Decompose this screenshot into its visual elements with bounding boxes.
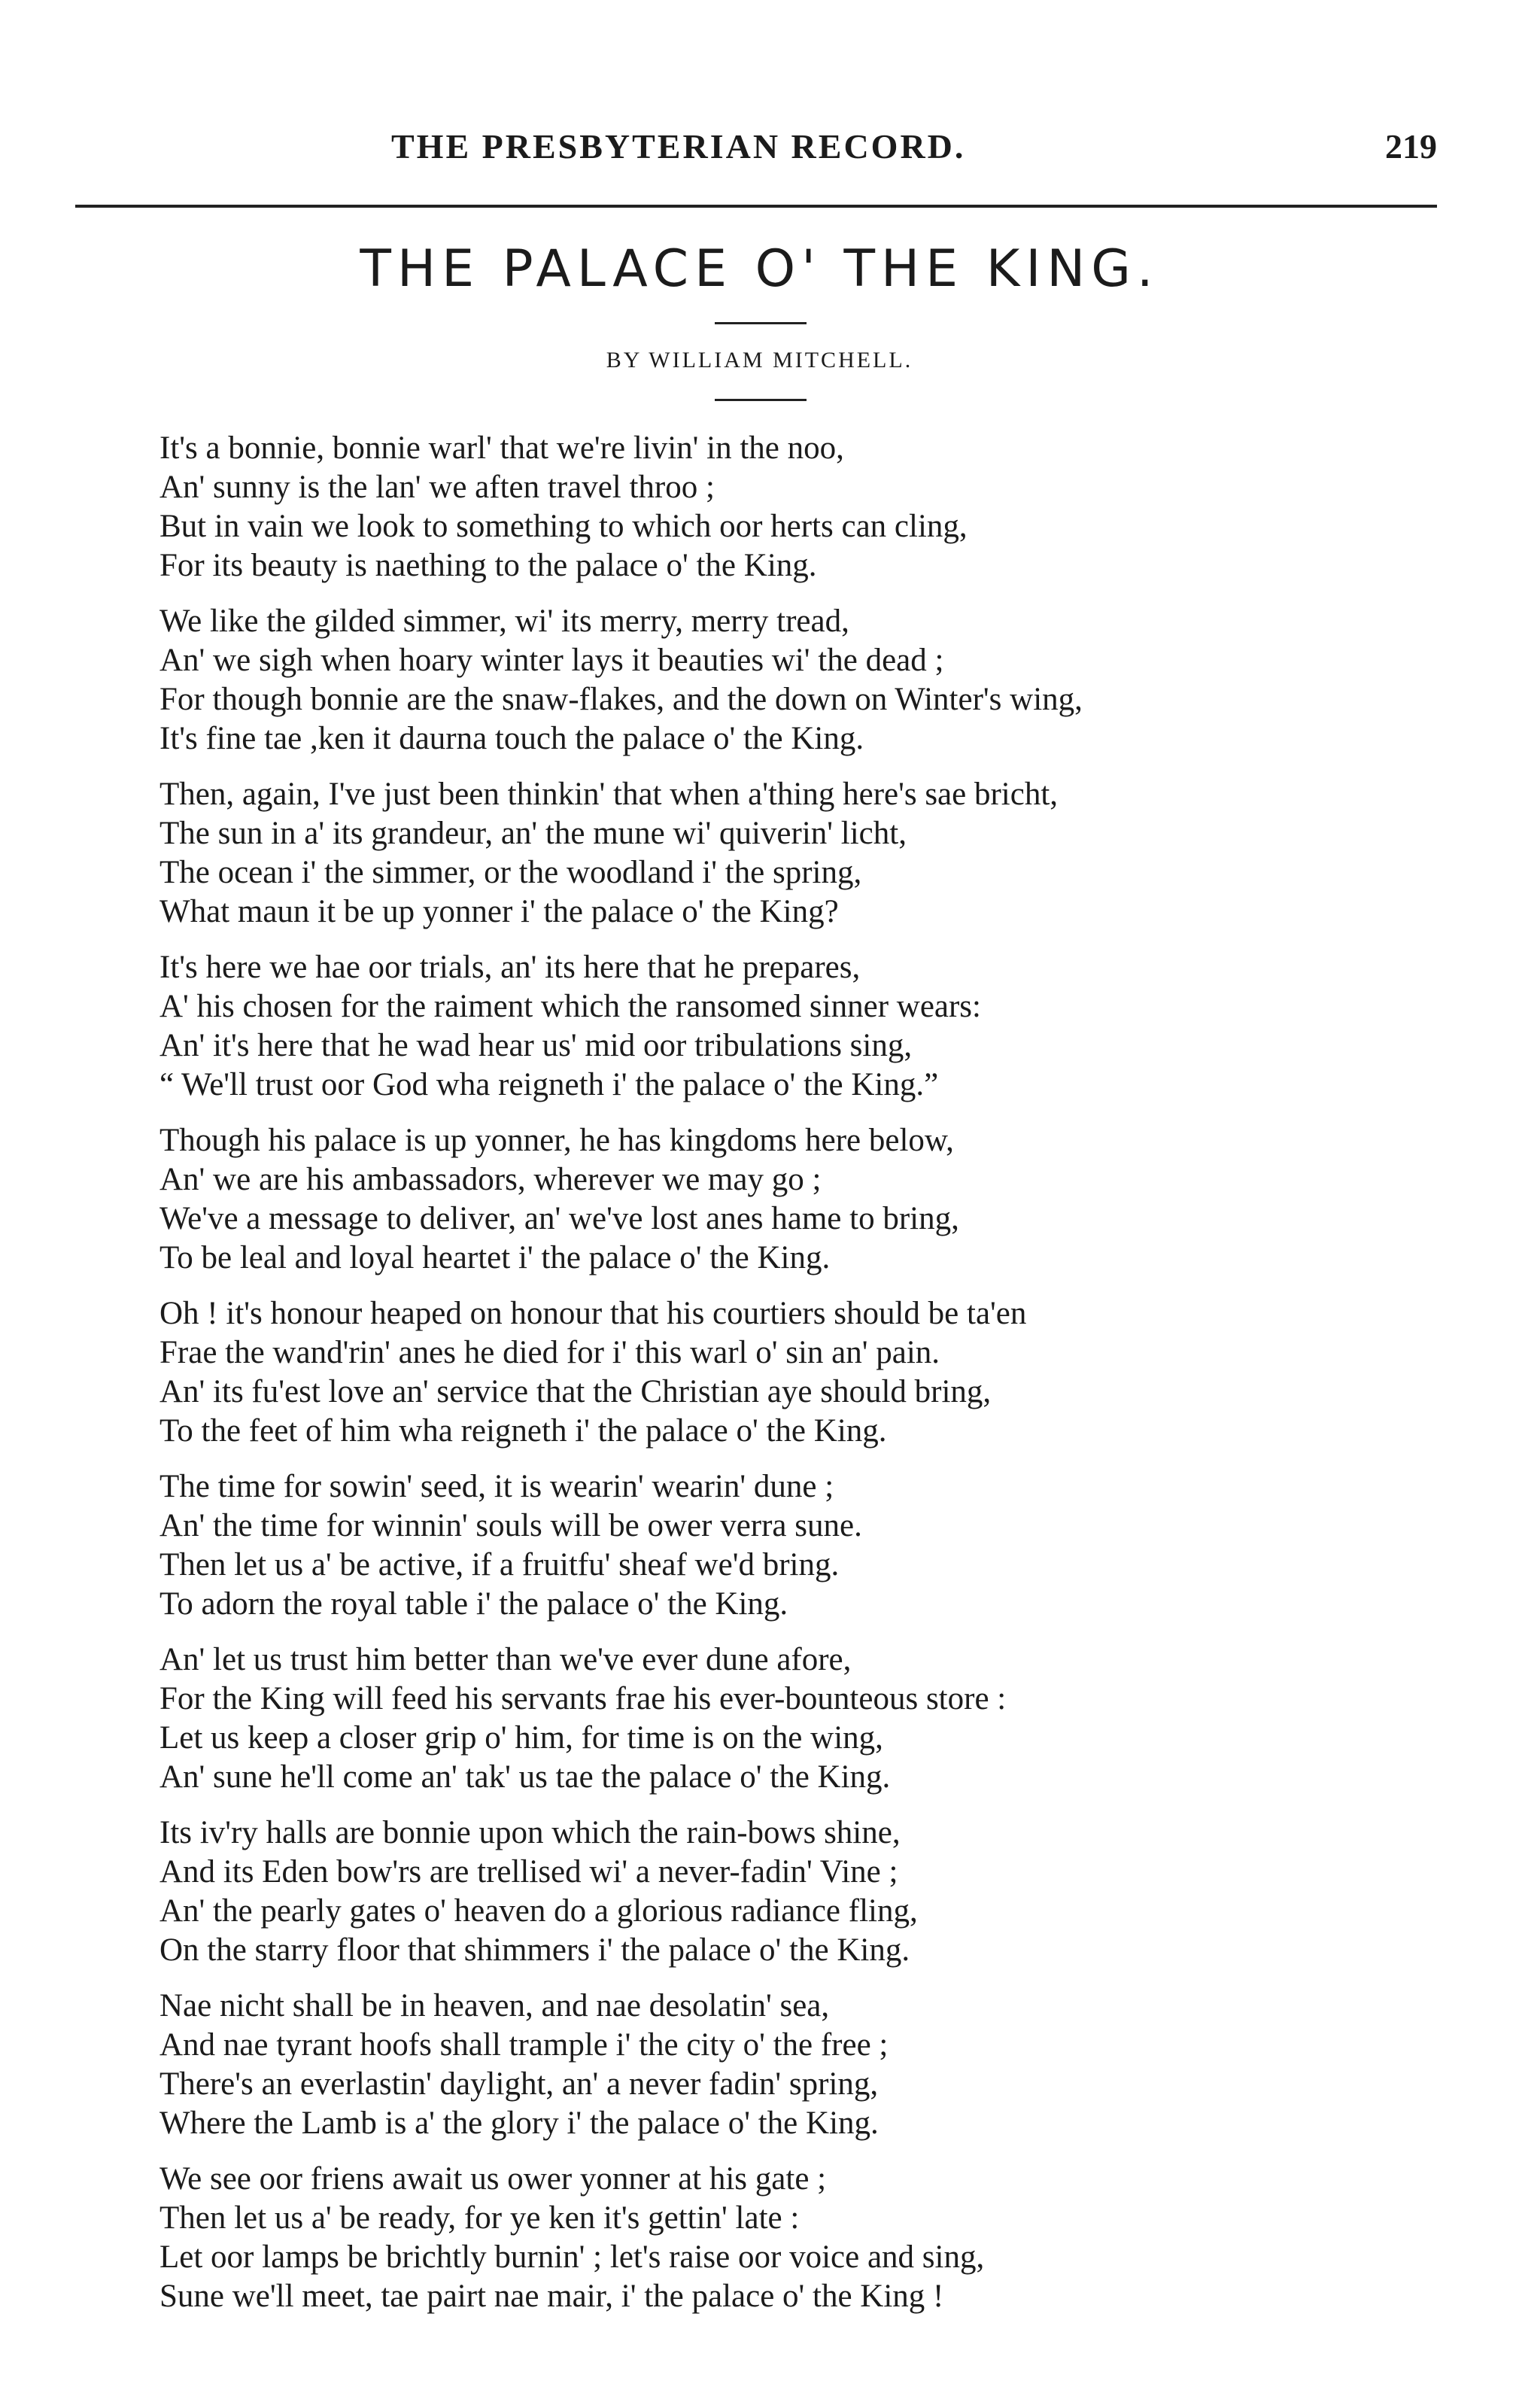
poem-title: THE PALACE O' THE KING. <box>360 239 1159 299</box>
header-rule <box>75 205 1437 208</box>
stanza <box>159 1294 1423 1451</box>
poem-line: We've a message to deliver, an' we've lost anes hame to bring, <box>159 1201 959 1236</box>
poem-line: Frae the wand'rin' anes he died for i' this warl o' sin an' pain. <box>159 1335 940 1370</box>
stanza <box>159 602 1423 759</box>
stanza <box>159 2160 1423 2316</box>
stanza <box>159 775 1423 932</box>
poem-line: Then, again, I've just been thinkin' that when a'thing here's sae bricht, <box>159 777 1059 812</box>
poem-line: On the starry floor that shimmers i' the palace o' the King. <box>159 1932 910 1968</box>
poem-line: Oh ! it's honour heaped on honour that his courtiers should be ta'en <box>159 1296 1027 1331</box>
poem-line: An' we sigh when hoary winter lays it beauties wi' the dead ; <box>159 643 944 678</box>
stanza <box>159 1987 1423 2143</box>
title-divider <box>715 322 807 324</box>
poem-line: We see oor friens await us ower yonner at his gate ; <box>159 2161 827 2197</box>
poem-body <box>159 429 1423 2333</box>
poem-line: An' its fu'est love an' service that the Christian aye should bring, <box>159 1374 992 1409</box>
poem-line: The time for sowin' seed, it is wearin' wearin' dune ; <box>159 1469 834 1504</box>
poem-line: To be leal and loyal heartet i' the palace o' the King. <box>159 1240 831 1275</box>
poem-line: Let oor lamps be brichtly burnin' ; let's raise oor voice and sing, <box>159 2239 985 2275</box>
poem-line: An' let us trust him better than we've ever dune afore, <box>159 1642 852 1677</box>
poem-line: But in vain we look to something to which oor herts can cling, <box>159 509 968 544</box>
poem-line: For though bonnie are the snaw-flakes, and the down on Winter's wing, <box>159 682 1083 717</box>
stanza <box>159 1640 1423 1797</box>
poem-line: Then let us a' be ready, for ye ken it's gettin' late : <box>159 2200 800 2236</box>
poem-line: An' sunny is the lan' we aften travel throo ; <box>159 470 715 505</box>
poem-line: It's fine tae ,ken it daurna touch the palace o' the King. <box>159 721 864 756</box>
poem-line: Nae nicht shall be in heaven, and nae desolatin' sea, <box>159 1988 830 2023</box>
poem-line: It's a bonnie, bonnie warl' that we're livin' in the noo, <box>159 430 844 466</box>
poem-line: The ocean i' the simmer, or the woodland i' the spring, <box>159 855 862 890</box>
poem-line: To the feet of him wha reigneth i' the palace o' the King. <box>159 1413 887 1449</box>
poem-line: And its Eden bow'rs are trellised wi' a never-fadin' Vine ; <box>159 1854 898 1890</box>
poem-line: There's an everlastin' daylight, an' a never fadin' spring, <box>159 2066 879 2102</box>
author-byline: BY WILLIAM MITCHELL. <box>606 348 913 372</box>
poem-line: A' his chosen for the raiment which the ransomed sinner wears: <box>159 989 981 1024</box>
poem-line: Its iv'ry halls are bonnie upon which the rain-bows shine, <box>159 1815 901 1850</box>
poem-line: We like the gilded simmer, wi' its merry, merry tread, <box>159 604 849 639</box>
stanza <box>159 1814 1423 1970</box>
page-header <box>75 126 1437 179</box>
poem-line: It's here we hae oor trials, an' its here that he prepares, <box>159 950 861 985</box>
poem-line: An' we are his ambassadors, wherever we may go ; <box>159 1162 822 1197</box>
poem-line: An' it's here that he wad hear us' mid oor tribulations sing, <box>159 1028 913 1063</box>
poem-line: “ We'll trust oor God wha reigneth i' the palace o' the King.” <box>159 1067 939 1102</box>
poem-line: Sune we'll meet, tae pairt nae mair, i' the palace o' the King ! <box>159 2279 944 2314</box>
poem-line: For its beauty is naething to the palace o' the King. <box>159 548 817 583</box>
stanza <box>159 948 1423 1105</box>
poem-line: For the King will feed his servants frae his ever-bounteous store : <box>159 1681 1007 1716</box>
poem-line: Let us keep a closer grip o' him, for time is on the wing, <box>159 1720 883 1756</box>
poem-line: Though his palace is up yonner, he has kingdoms here below, <box>159 1123 954 1158</box>
byline-divider <box>715 399 807 401</box>
stanza <box>159 1467 1423 1624</box>
page-number: 219 <box>1385 127 1437 166</box>
poem-line: An' the pearly gates o' heaven do a glorious radiance fling, <box>159 1893 918 1929</box>
poem-line: Where the Lamb is a' the glory i' the palace o' the King. <box>159 2105 879 2141</box>
stanza <box>159 429 1423 585</box>
poem-line: An' the time for winnin' souls will be ower verra sune. <box>159 1508 862 1543</box>
poem-line: What maun it be up yonner i' the palace o' the King? <box>159 894 839 929</box>
poem-line: The sun in a' its grandeur, an' the mune wi' quiverin' licht, <box>159 816 907 851</box>
poem-line: An' sune he'll come an' tak' us tae the palace o' the King. <box>159 1759 891 1795</box>
running-head: THE PRESBYTERIAN RECORD. <box>391 127 966 166</box>
poem-line: Then let us a' be active, if a fruitfu' sheaf we'd bring. <box>159 1547 840 1583</box>
poem-line: And nae tyrant hoofs shall trample i' the city o' the free ; <box>159 2027 889 2063</box>
poem-line: To adorn the royal table i' the palace o' the King. <box>159 1586 788 1622</box>
stanza <box>159 1121 1423 1278</box>
